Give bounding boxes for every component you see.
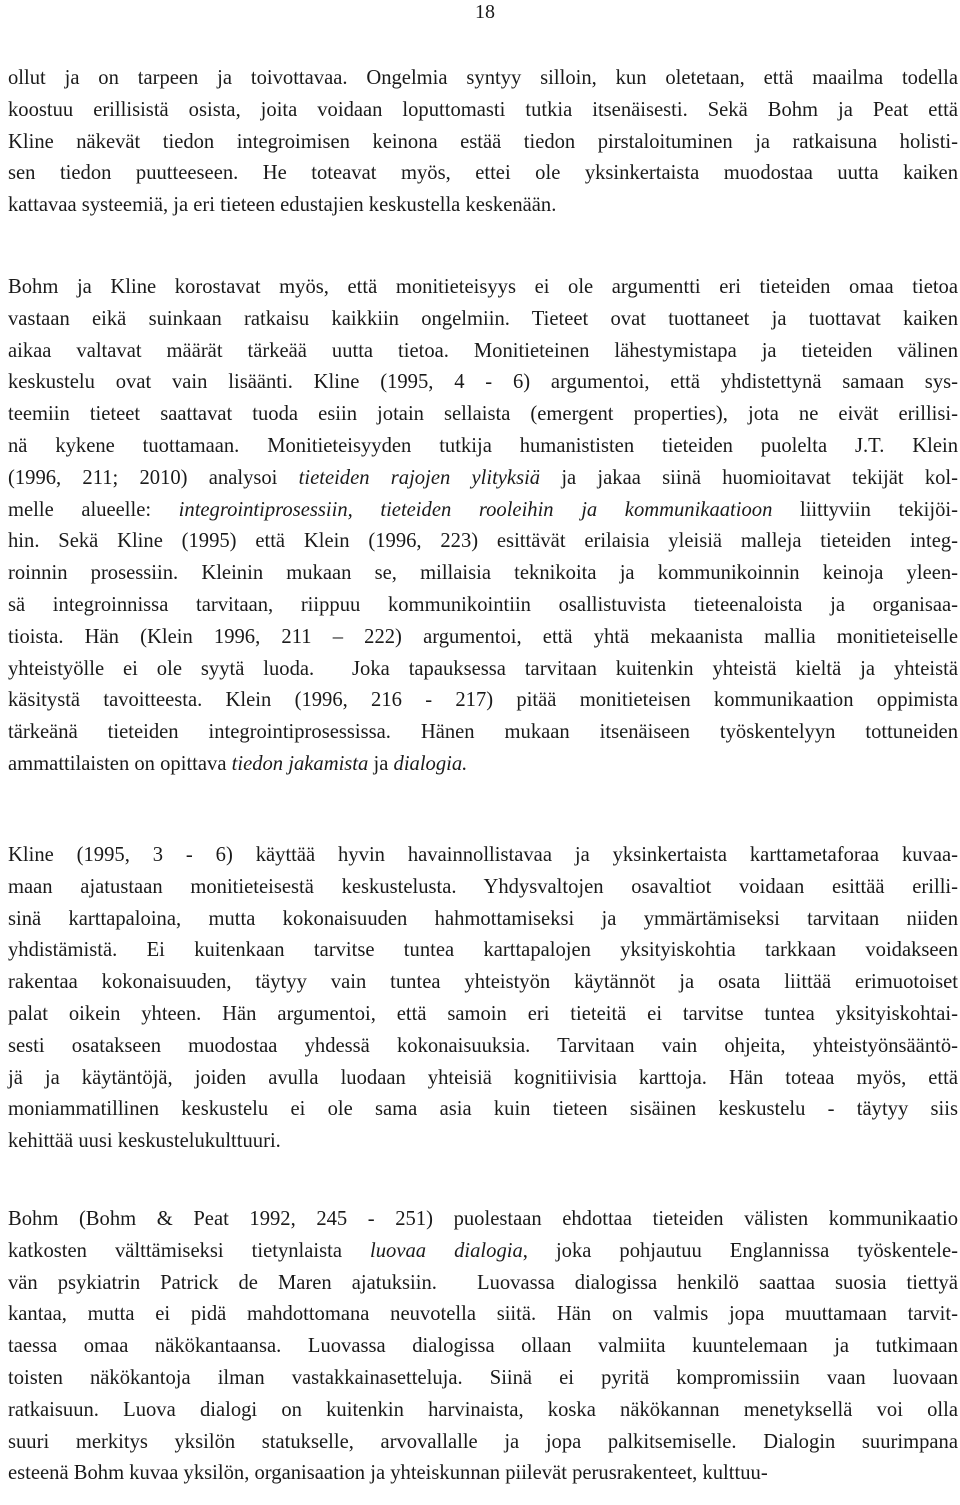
text-line bbox=[8, 466, 958, 490]
page-number: 18 bbox=[475, 1, 495, 23]
text-line bbox=[8, 370, 958, 394]
text-run: keskustelu ovat vain lisäänti. Kline (1995, 4 - 6) argumentoi, että yhdistettynä samaan sys- bbox=[8, 371, 958, 394]
text-run: teemiin tieteet saattavat tuoda esiin jotain sellaista (emergent properties), jota ne eivät erillisi- bbox=[8, 403, 958, 426]
text-run: ratkaisuun. Luova dialogi on kuitenkin harvinaista, koska näkökannan menetyksellä voi olla bbox=[8, 1398, 958, 1421]
text-run: katkosten välttämiseksi tietynlaista bbox=[8, 1239, 371, 1262]
text-run: , joka pohjautuu Englannissa työskentele- bbox=[522, 1239, 958, 1262]
text-run: yhdistämistä. Ei kuitenkaan tarvitse tuntea karttapalojen yksityiskohtia tarkkaan voidakseen bbox=[8, 939, 958, 962]
text-run: Bohm (Bohm & Peat 1992, 245 - 251) puolestaan ehdottaa tieteiden välisten kommunikaatio bbox=[8, 1208, 958, 1230]
text-line bbox=[8, 561, 958, 585]
text-line bbox=[8, 1398, 958, 1422]
text-line bbox=[8, 1366, 958, 1390]
text-line bbox=[8, 1002, 958, 1026]
text-line bbox=[8, 1334, 958, 1358]
text-run: sesti osatakseen muodostaa yhdessä kokonaisuuksia. Tarvitaan vain ohjeita, yhteistyönsääntö- bbox=[8, 1034, 958, 1057]
text-line bbox=[8, 275, 958, 299]
text-line bbox=[8, 339, 958, 363]
text-line bbox=[8, 752, 958, 776]
text-line bbox=[8, 625, 958, 649]
text-run: sinä karttapaloina, mutta kokonaisuuden hahmottamiseksi ja ymmärtämiseksi tarvitaan niiden bbox=[8, 907, 958, 930]
text-run: ollut ja on tarpeen ja toivottavaa. Ongelmia syntyy silloin, kun oletetaan, että maailma todella bbox=[8, 67, 958, 89]
italic-phrase: tiedon jakamista bbox=[231, 753, 369, 775]
text-run: koostuu erillisistä osista, joita voidaan loputtomasti tutkia itsenäisesti. Sekä Bohm ja Peat että bbox=[8, 98, 958, 121]
text-run: moniammatillinen keskustelu ei ole sama asia kuin tieteen sisäinen keskustelu - täytyy siis bbox=[8, 1098, 958, 1121]
text-run: tärkeänä tieteiden integrointiprosessissa. Hänen mukaan itsenäiseen työskentelyyn tottuneiden bbox=[8, 721, 958, 744]
text-line bbox=[8, 593, 958, 617]
text-run: Kline (1995, 3 - 6) käyttää hyvin havainnollistavaa ja yksinkertaista karttametaforaa kuvaa- bbox=[8, 844, 958, 866]
text-line bbox=[8, 843, 958, 867]
text-line bbox=[8, 193, 958, 217]
text-run: toisten näkökantoja ilman vastakkainasetteluja. Siinä ei pyritä kompromissiin vaan luovaan bbox=[8, 1367, 958, 1389]
text-run: kantaa, mutta ei pidä mahdottomana neuvotella siitä. Hän on valmis jopa muuttamaan tarvit- bbox=[8, 1303, 958, 1326]
text-line bbox=[8, 1239, 958, 1263]
text-run: liittyviin tekijöi- bbox=[772, 498, 958, 521]
text-line bbox=[8, 307, 958, 331]
text-run: yhteistyölle ei ole syytä luoda. Joka tapauksessa tarvitaan kuitenkin yhteistä kieltä ja yhteistä bbox=[8, 657, 958, 680]
text-line bbox=[8, 498, 958, 522]
text-run: käsitystä tavoitteesta. Klein (1996, 216 - 217) pitää monitieteisen kommunikaation oppimista bbox=[8, 689, 958, 712]
text-run: roinnin prosessiin. Kleinin mukaan se, millaisia teknikoita ja kommunikoinnin keinoja yleen- bbox=[8, 562, 958, 585]
text-line bbox=[8, 720, 958, 744]
text-line bbox=[8, 98, 958, 122]
text-line bbox=[8, 938, 958, 962]
text-line bbox=[8, 1066, 958, 1090]
text-run: sä integroinnissa tarvitaan, riippuu kommunikointiin osallistuvista tieteenaloista ja organisaa- bbox=[8, 594, 958, 616]
text-line bbox=[8, 875, 958, 899]
text-line bbox=[8, 1271, 958, 1295]
text-line bbox=[8, 434, 958, 458]
text-line bbox=[8, 1034, 958, 1058]
text-line bbox=[8, 1129, 958, 1153]
italic-phrase: tieteiden rajojen ylityksiä bbox=[298, 466, 541, 489]
text-line bbox=[8, 1207, 958, 1231]
text-run: (1996, 211; 2010) analysoi bbox=[8, 466, 299, 489]
text-run: jä ja käytäntöjä, joiden avulla luodaan yhteisiä kognitiivisia karttoja. Hän toteaa myös, että bbox=[8, 1066, 958, 1089]
text-run: vän psykiatrin Patrick de Maren ajatuksiin. Luovassa dialogissa henkilö saattaa suosia tiettyä bbox=[8, 1271, 958, 1294]
text-run: esteenä Bohm kuvaa yksilön, organisaation ja yhteiskunnan piilevät perusrakenteet, kulttuu- bbox=[8, 1462, 768, 1485]
text-run: vastaan eikä suinkaan ratkaisu kaikkiin ongelmiin. Tieteet ovat tuottaneet ja tuottavat kaiken bbox=[8, 307, 958, 330]
text-line bbox=[8, 529, 958, 553]
text-run: Bohm ja Kline korostavat myös, että monitieteisyys ei ole argumentti eri tieteiden omaa tietoa bbox=[8, 276, 958, 298]
text-run: palat oikein yhteen. Hän argumentoi, että samoin eri tieteitä ei tarvitse tuntea yksityiskohtai- bbox=[8, 1003, 958, 1025]
italic-phrase: luovaa dialogia bbox=[370, 1239, 523, 1262]
text-line bbox=[8, 970, 958, 994]
italic-phrase: dialogia. bbox=[393, 753, 468, 775]
text-run: nä kykene tuottamaan. Monitieteisyyden tutkija humanististen tieteiden puolelta J.T. Klein bbox=[8, 435, 958, 457]
text-run: hin. Sekä Kline (1995) että Klein (1996, 223) esittävät erilaisia yleisiä malleja tieteiden integ- bbox=[8, 530, 958, 553]
text-line bbox=[8, 907, 958, 931]
text-run: ammattilaisten on opittava bbox=[8, 753, 232, 775]
text-run: aikaa valtavat määrät tärkeää uutta tietoa. Monitieteinen lähestymistapa ja tieteiden välinen bbox=[8, 339, 958, 362]
text-line bbox=[8, 130, 958, 154]
text-line bbox=[8, 66, 958, 90]
text-run: ja jakaa siinä huomioitavat tekijät kol- bbox=[540, 466, 958, 489]
italic-phrase: integrointiprosessiin, tieteiden rooleihin ja kommunikaatioon bbox=[178, 498, 773, 521]
text-line bbox=[8, 657, 958, 681]
text-run: maan ajatustaan monitieteisestä keskustelusta. Yhdysvaltojen osavaltiot voidaan esittää erilli- bbox=[8, 875, 958, 898]
text-line bbox=[8, 1430, 958, 1454]
text-run: melle alueelle: bbox=[8, 498, 179, 521]
text-line bbox=[8, 1461, 958, 1485]
text-run: tioista. Hän (Klein 1996, 211 – 222) argumentoi, että yhtä mekaanista mallia monitieteiselle bbox=[8, 625, 958, 648]
text-line bbox=[8, 1302, 958, 1326]
text-run: Kline näkevät tiedon integroimisen keinona estää tiedon pirstaloituminen ja ratkaisuna holisti- bbox=[8, 130, 958, 153]
text-line bbox=[8, 161, 958, 185]
text-run: rakentaa kokonaisuuden, täytyy vain tuntea yhteistyön käytännöt ja osata liittää erimuotoiset bbox=[8, 971, 958, 994]
text-run: sen tiedon puutteeseen. He toteavat myös, ettei ole yksinkertaista muodostaa uutta kaiken bbox=[8, 162, 958, 185]
text-line bbox=[8, 402, 958, 426]
text-run: ja bbox=[368, 753, 394, 775]
text-line bbox=[8, 1097, 958, 1121]
text-run: suuri merkitys yksilön statukselle, arvovallalle ja jopa palkitsemiselle. Dialogin suurimpana bbox=[8, 1430, 958, 1453]
text-line bbox=[8, 688, 958, 712]
text-run: kattavaa systeemiä, ja eri tieteen edustajien keskustella keskenään. bbox=[8, 194, 557, 217]
text-run: kehittää uusi keskustelukulttuuri. bbox=[8, 1130, 281, 1153]
text-run: taessa omaa näkökantaansa. Luovassa dialogissa ollaan valmiita kuuntelemaan ja tutkimaan bbox=[8, 1335, 958, 1358]
